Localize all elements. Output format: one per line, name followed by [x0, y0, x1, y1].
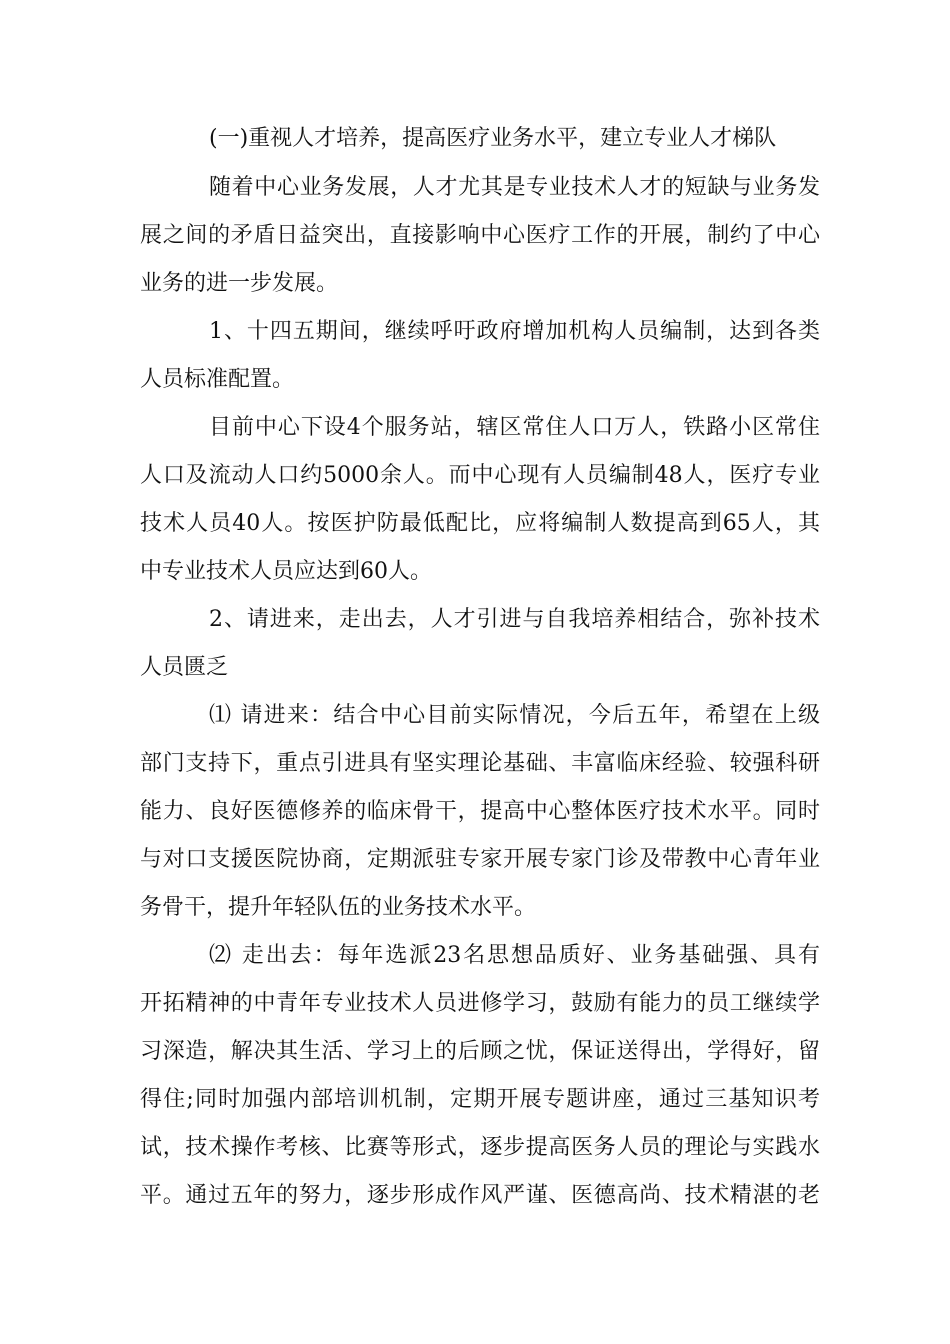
paragraph-line: 试，技术操作考核、比赛等形式，逐步提高医务人员的理论与实践水: [140, 1135, 820, 1160]
paragraph-line: 开拓精神的中青年专业技术人员进修学习，鼓励有能力的员工继续学: [140, 991, 820, 1016]
paragraph-line: 与对口支援医院协商，定期派驻专家开展专家门诊及带教中心青年业: [140, 847, 820, 872]
paragraph-line: 得住;同时加强内部培训机制，定期开展专题讲座，通过三基知识考: [140, 1087, 820, 1112]
paragraph-line: 人口及流动人口约5000余人。而中心现有人员编制48人，医疗专业: [140, 463, 820, 488]
paragraph-line: 随着中心业务发展，人才尤其是专业技术人才的短缺与业务发: [209, 175, 820, 200]
paragraph-line: 2、请进来，走出去，人才引进与自我培养相结合，弥补技术: [209, 607, 820, 632]
paragraph-line: 人员匮乏: [140, 655, 229, 680]
paragraph-line: 平。通过五年的努力，逐步形成作风严谨、医德高尚、技术精湛的老: [140, 1183, 820, 1208]
paragraph-line: 目前中心下设4个服务站，辖区常住人口万人，铁路小区常住: [209, 415, 820, 440]
paragraph-line: 务骨干，提升年轻队伍的业务技术水平。: [140, 895, 537, 920]
paragraph-line: 人员标准配置。: [140, 367, 295, 392]
paragraph-line: 能力、良好医德修养的临床骨干，提高中心整体医疗技术水平。同时: [140, 799, 820, 824]
paragraph-line: 部门支持下，重点引进具有坚实理论基础、丰富临床经验、较强科研: [140, 751, 820, 776]
paragraph-line: ⑴ 请进来：结合中心目前实际情况，今后五年，希望在上级: [209, 703, 820, 728]
paragraph-line: 业务的进一步发展。: [140, 271, 339, 296]
section-heading: (一)重视人才培养，提高医疗业务水平，建立专业人才梯队: [209, 126, 777, 151]
paragraph-line: ⑵ 走出去：每年选派23名思想品质好、业务基础强、具有: [209, 943, 820, 968]
paragraph-line: 展之间的矛盾日益突出，直接影响中心医疗工作的开展，制约了中心: [140, 223, 820, 248]
paragraph-line: 技术人员40人。按医护防最低配比，应将编制人数提高到65人，其: [140, 511, 820, 536]
paragraph-line: 中专业技术人员应达到60人。: [140, 559, 432, 584]
paragraph-line: 习深造，解决其生活、学习上的后顾之忧，保证送得出，学得好，留: [140, 1039, 820, 1064]
paragraph-line: 1、十四五期间，继续呼吁政府增加机构人员编制，达到各类: [209, 319, 820, 344]
